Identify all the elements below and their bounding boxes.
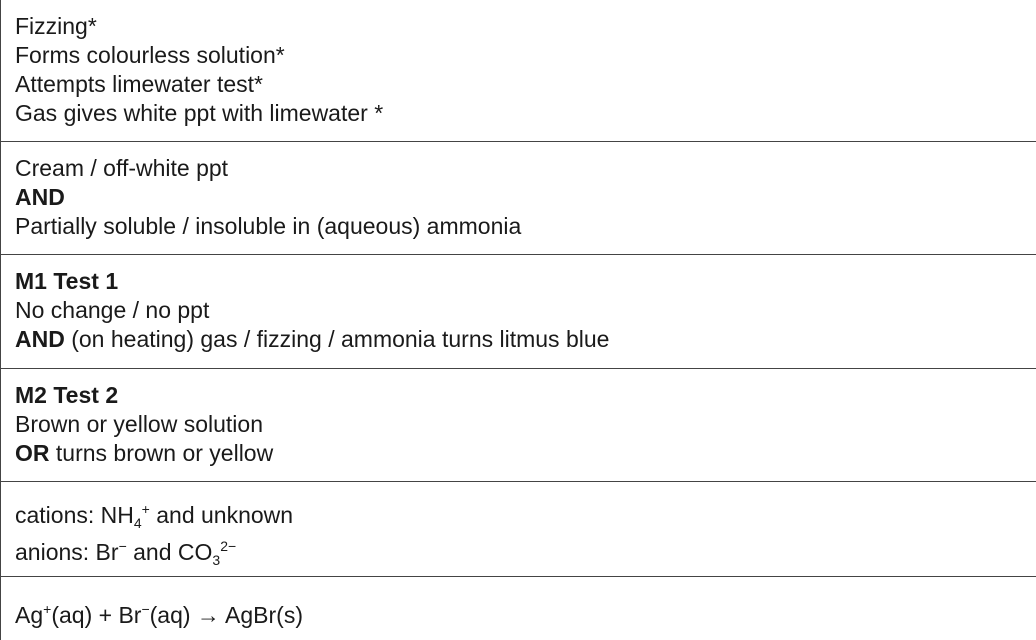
cations-prefix: cations: NH	[15, 502, 134, 528]
table-row	[1, 369, 1036, 482]
ionic-equation	[15, 595, 303, 629]
table-row	[1, 482, 1036, 577]
row-line-text: turns brown or yellow	[49, 440, 274, 466]
anions-superscript: 2−	[220, 538, 237, 554]
row-line-bold: AND	[15, 184, 65, 210]
row-line: Cream / off-white ppt	[15, 155, 229, 181]
row-line: Attempts limewater test*	[15, 71, 263, 97]
row-line: Brown or yellow solution	[15, 411, 264, 437]
row-line	[15, 439, 273, 467]
cations-suffix: and unknown	[149, 502, 294, 528]
equation-ag: Ag	[15, 602, 44, 628]
cations-subscript: 4	[133, 515, 142, 531]
or-keyword: OR	[15, 440, 50, 466]
table-row	[1, 577, 1036, 640]
equation-superscript: +	[43, 601, 52, 617]
equation-part: (aq) → AgBr(s)	[149, 602, 304, 628]
anions-line	[15, 532, 236, 574]
row-line: Gas gives white ppt with limewater *	[15, 100, 384, 126]
table-row	[1, 142, 1036, 255]
row-line-text: (on heating) gas / fizzing / ammonia turns litmus blue	[64, 326, 610, 352]
row-heading: M1 Test 1	[15, 268, 119, 294]
row-line	[15, 325, 609, 353]
row-line: Forms colourless solution*	[15, 42, 285, 68]
row-line: No change / no ppt	[15, 297, 210, 323]
cations-line	[15, 495, 293, 537]
equation-part: (aq) + Br	[51, 602, 142, 628]
anions-superscript: −	[118, 538, 127, 554]
anions-subscript: 3	[212, 552, 221, 568]
anions-mid: and CO	[126, 539, 213, 565]
equation-superscript: −	[141, 601, 150, 617]
and-keyword: AND	[15, 326, 65, 352]
anions-prefix: anions: Br	[15, 539, 119, 565]
row-line: Fizzing*	[15, 13, 97, 39]
row-line: Partially soluble / insoluble in (aqueous) ammonia	[15, 213, 522, 239]
cations-superscript: +	[141, 501, 150, 517]
row-heading: M2 Test 2	[15, 382, 119, 408]
table-row	[1, 255, 1036, 369]
table-row	[1, 0, 1036, 142]
